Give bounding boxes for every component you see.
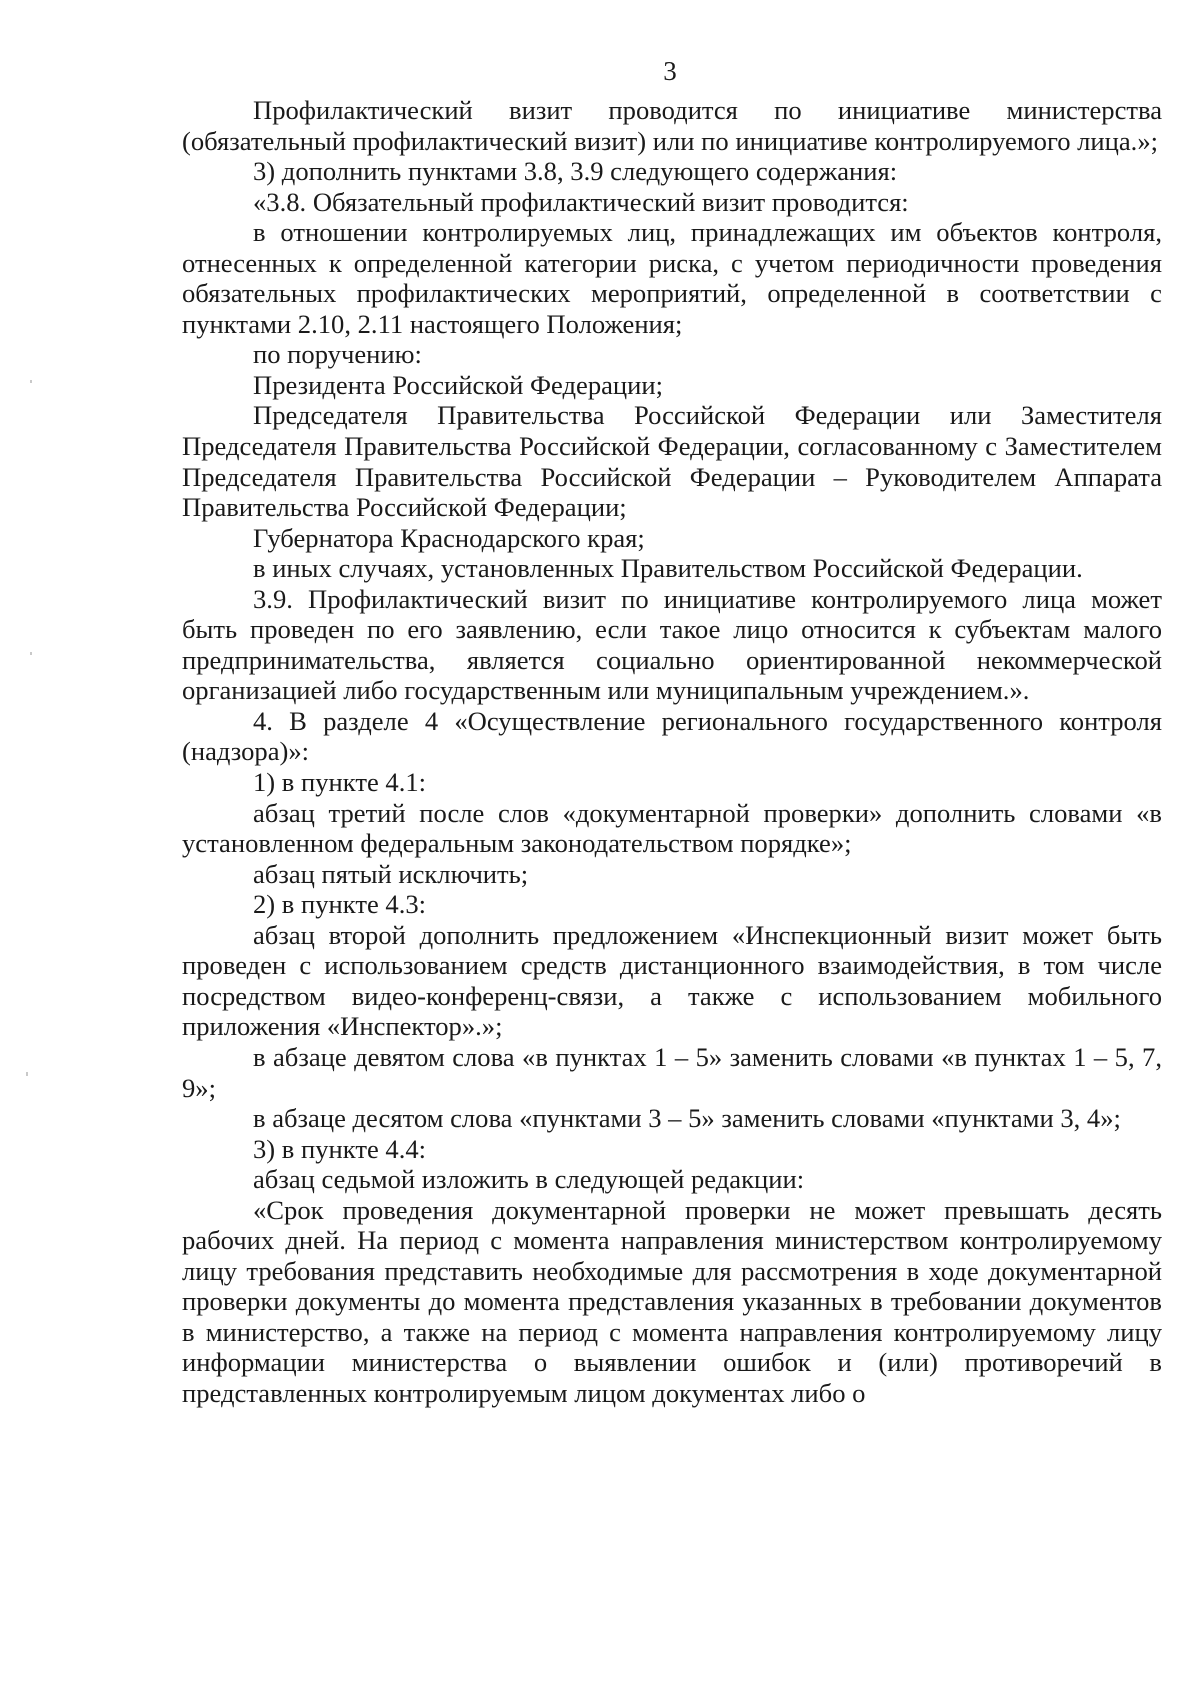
paragraph: абзац второй дополнить предложением «Инспекционный визит может быть проведен с использованием средств дистанционного взаимодействия, в том числе посредством видео-конференц-связи, а также с использованием мобильного приложения «Инспектор».»;	[182, 919, 1162, 1042]
paragraph: абзац пятый исключить;	[253, 858, 529, 889]
paragraph: абзац третий после слов «документарной проверки» дополнить словами «в установленном федеральным законодательством порядке»;	[182, 797, 1162, 859]
document-body	[182, 95, 1162, 1409]
paragraph: Губернатора Краснодарского края;	[253, 522, 645, 553]
paragraph: Председателя Правительства Российской Федерации или Заместителя Председателя Правительства Российской Федерации, согласованному с Заместителем Председателя Правительства Российской Федерации – Руководителем Аппарата Правительства Российской Федерации;	[182, 400, 1162, 523]
paragraph: «3.8. Обязательный профилактический визит проводится:	[253, 186, 909, 217]
paragraph: 3) в пункте 4.4:	[253, 1133, 427, 1164]
paragraph: 1) в пункте 4.1:	[253, 767, 427, 798]
paragraph: абзац седьмой изложить в следующей редакции:	[253, 1164, 805, 1195]
paragraph: в абзаце десятом слова «пунктами 3 – 5» заменить словами «пунктами 3, 4»;	[253, 1103, 1121, 1134]
scan-artifact	[30, 652, 32, 655]
paragraph: в абзаце девятом слова «в пунктах 1 – 5» заменить словами «в пунктах 1 – 5, 7, 9»;	[182, 1041, 1162, 1103]
page-number: 3	[663, 56, 677, 86]
paragraph: 3) дополнить пунктами 3.8, 3.9 следующего содержания:	[253, 156, 898, 187]
paragraph: «Срок проведения документарной проверки не может превышать десять рабочих дней. На период с момента направления министерством контролируемому лицу требования представить необходимые для рассмотрения в ходе документарной проверки документы до момента представления указанных в требовании документов в министерство, а также на период с момента направления контролируемому лицу информации министерства о выявлении ошибок и (или) противоречий в представленных контролируемым лицом документах либо о	[182, 1194, 1162, 1408]
scan-artifact	[30, 380, 32, 383]
paragraph: Профилактический визит проводится по инициативе министерства (обязательный профилактический визит) или по инициативе контролируемого лица.»;	[182, 95, 1162, 156]
paragraph: 4. В разделе 4 «Осуществление регионального государственного контроля (надзора)»:	[182, 705, 1162, 767]
paragraph: 2) в пункте 4.3:	[253, 889, 427, 920]
paragraph: по поручению:	[253, 339, 422, 370]
paragraph: в иных случаях, установленных Правительством Российской Федерации.	[253, 553, 1083, 584]
scan-artifact	[26, 1072, 28, 1076]
paragraph: Президента Российской Федерации;	[253, 369, 664, 400]
paragraph: 3.9. Профилактический визит по инициативе контролируемого лица может быть проведен по его заявлению, если такое лицо относится к субъектам малого предпринимательства, является социально ориентированной некоммерческой организацией либо государственным или муниципальным учреждением.».	[182, 583, 1162, 706]
paragraph: в отношении контролируемых лиц, принадлежащих им объектов контроля, отнесенных к определенной категории риска, с учетом периодичности проведения обязательных профилактических мероприятий, определенной в соответствии с пунктами 2.10, 2.11 настоящего Положения;	[182, 217, 1162, 339]
